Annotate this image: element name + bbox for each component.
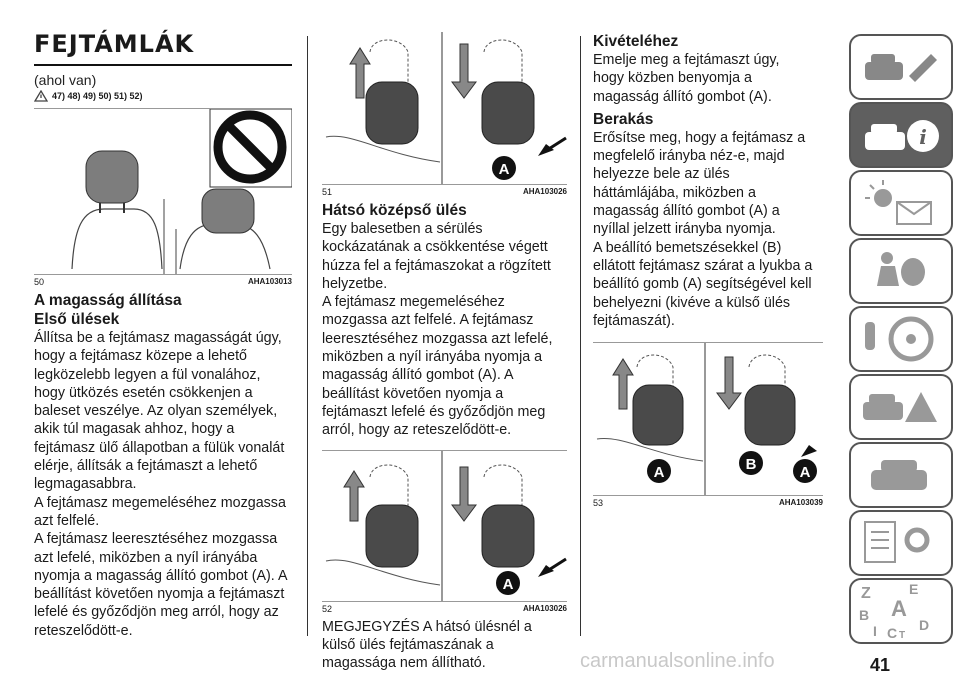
car-emergency-icon: [851, 376, 951, 438]
paragraph: Emelje meg a fejtámaszt úgy, hogy közben benyomja a magasság állító gombot (A).: [593, 52, 780, 105]
note-paragraph: MEGJEGYZÉS A hátsó ülésnél a külső ülés fejtámaszának a magassága nem állítható.: [322, 618, 532, 672]
tab-airbag[interactable]: [849, 238, 953, 304]
index-letter: A: [891, 596, 907, 621]
figure-ref: AHA103026: [522, 187, 567, 196]
index-letter: C: [887, 625, 898, 641]
figure-number: 52: [322, 603, 333, 614]
tab-specs[interactable]: [849, 510, 953, 576]
heading-rear-center-seat: Hátsó középső ülés: [322, 202, 467, 219]
tab-warning-lights[interactable]: [849, 170, 953, 236]
column-divider: [307, 36, 308, 636]
car-i-icon: [851, 104, 951, 166]
index-letter: E: [909, 581, 919, 597]
tab-index[interactable]: [849, 578, 953, 644]
paragraph: Erősítse meg, hogy a fejtámasz a megfelelő irányba néz-e, majd helyezze bele az ülés háttámlájába, miközben a magasság állító gombot (A) a nyíllal jelzett irányba nyomja.: [593, 129, 806, 238]
warning-triangle-icon: [34, 90, 48, 102]
figure-53: [593, 342, 823, 496]
paragraph: A fejtámasz leeresztéséhez mozgassa azt lefelé, miközben a nyíl irányába nyomja a magasság állító gombot (A). A beállítást követően nyomja a fejtámaszt lefelé és győződjön meg arról, hogy az reteszelődött-e.: [34, 531, 287, 639]
paragraph: A beállító bemetszésekkel (B) ellátott fejtámasz szárat a lyukba a beállító gomb (A) segítségével kell behelyezni (kivéve a külső ülés fejtámaszát).: [593, 239, 813, 329]
figure-ref: AHA103013: [247, 277, 292, 286]
figure-ref: AHA103026: [522, 603, 567, 613]
watermark: carmanualsonline.info: [580, 650, 775, 672]
paragraph: A fejtámasz megemeléséhez mozgassa azt felfelé. A fejtámasz leeresztéséhez mozgassa azt lefelé, miközben a nyíl irányába nyomja a magasság állító gombot (A). A beállítást követően nyomja a fejtámaszt lefelé és győződjön meg arról, hogy az reteszelődött-e.: [322, 294, 553, 439]
page-number: 41: [870, 655, 891, 675]
index-letter: T: [899, 630, 906, 641]
figure-ref: AHA103039: [778, 498, 823, 508]
page-title: FEJTÁMLÁK: [34, 30, 195, 58]
heading-front-seats: Első ülések: [34, 311, 120, 328]
headrest-illustration-52: [322, 451, 567, 601]
label-a: A: [502, 575, 514, 593]
paragraph: Egy balesetben a sérülés kockázatának a csökkentése végett húzza fel a fejtámaszokat a rögzített helyzetbe.: [322, 221, 551, 292]
heading-removal: Kivételéhez: [593, 33, 679, 50]
index-icon: [851, 580, 951, 642]
column-3: [593, 30, 823, 509]
paragraph: Állítsa be a fejtámasz magasságát úgy, hogy a fejtámasz közepe a lehető legközelebb legyen a fül vonalához, hogy ütközés esetén csökkenjen a baleset veszélye. Az olyan személyek, akik túl magasak ahhoz, hogy a fejtámasz ülő állapotban a fülük vonalát elérje, állítsák a fejtámaszt a lehető legmagasabbra.: [34, 330, 285, 493]
index-letter: D: [919, 617, 930, 633]
index-letter: Z: [861, 585, 871, 602]
figure-52: [322, 450, 567, 602]
specs-icon: [851, 512, 951, 574]
heading-height-adjust: A magasság állítása: [34, 292, 182, 309]
tab-steering[interactable]: [849, 306, 953, 372]
heading-installation: Berakás: [593, 110, 654, 128]
figure-52-caption: [322, 604, 567, 614]
tab-maintenance[interactable]: [849, 442, 953, 508]
figure-50: [34, 108, 292, 275]
column-2: [322, 30, 567, 672]
steering-key-icon: [851, 308, 951, 370]
label-b: B: [745, 456, 757, 474]
column-divider: [580, 36, 581, 636]
warning-lights-icon: [851, 172, 951, 234]
headrest-illustration-53: [593, 343, 823, 495]
figure-number: 50: [34, 277, 45, 287]
figure-51: [322, 32, 567, 185]
figure-51-caption: [322, 187, 567, 197]
tab-car-info[interactable]: [849, 34, 953, 100]
label-a: A: [498, 161, 510, 178]
figure-50-caption: [34, 277, 292, 287]
tab-car-i[interactable]: [849, 102, 953, 168]
figure-number: 53: [593, 498, 604, 509]
car-maintenance-icon: [851, 444, 951, 506]
airbag-icon: [851, 240, 951, 302]
column-1: [34, 30, 292, 640]
paragraph: A fejtámasz megemeléséhez mozgassa azt felfelé.: [34, 494, 286, 529]
index-letter: B: [859, 607, 870, 623]
label-a: A: [653, 464, 665, 482]
figure-number: 51: [322, 187, 333, 197]
title-rule: [34, 64, 292, 66]
warning-references: [34, 90, 292, 102]
warning-refs-text: 47) 48) 49) 50) 51) 52): [52, 91, 143, 101]
label-a: A: [799, 464, 811, 482]
figure-53-caption: [593, 498, 823, 508]
headrest-illustration-50: [34, 109, 292, 274]
car-info-icon: [851, 36, 951, 98]
chapter-sidebar: [849, 0, 960, 678]
tab-emergency[interactable]: [849, 374, 953, 440]
headrest-illustration-51: [322, 32, 567, 184]
svg-text:i: i: [919, 125, 927, 149]
index-letter: I: [873, 623, 877, 639]
availability-note: (ahol van): [34, 72, 97, 88]
